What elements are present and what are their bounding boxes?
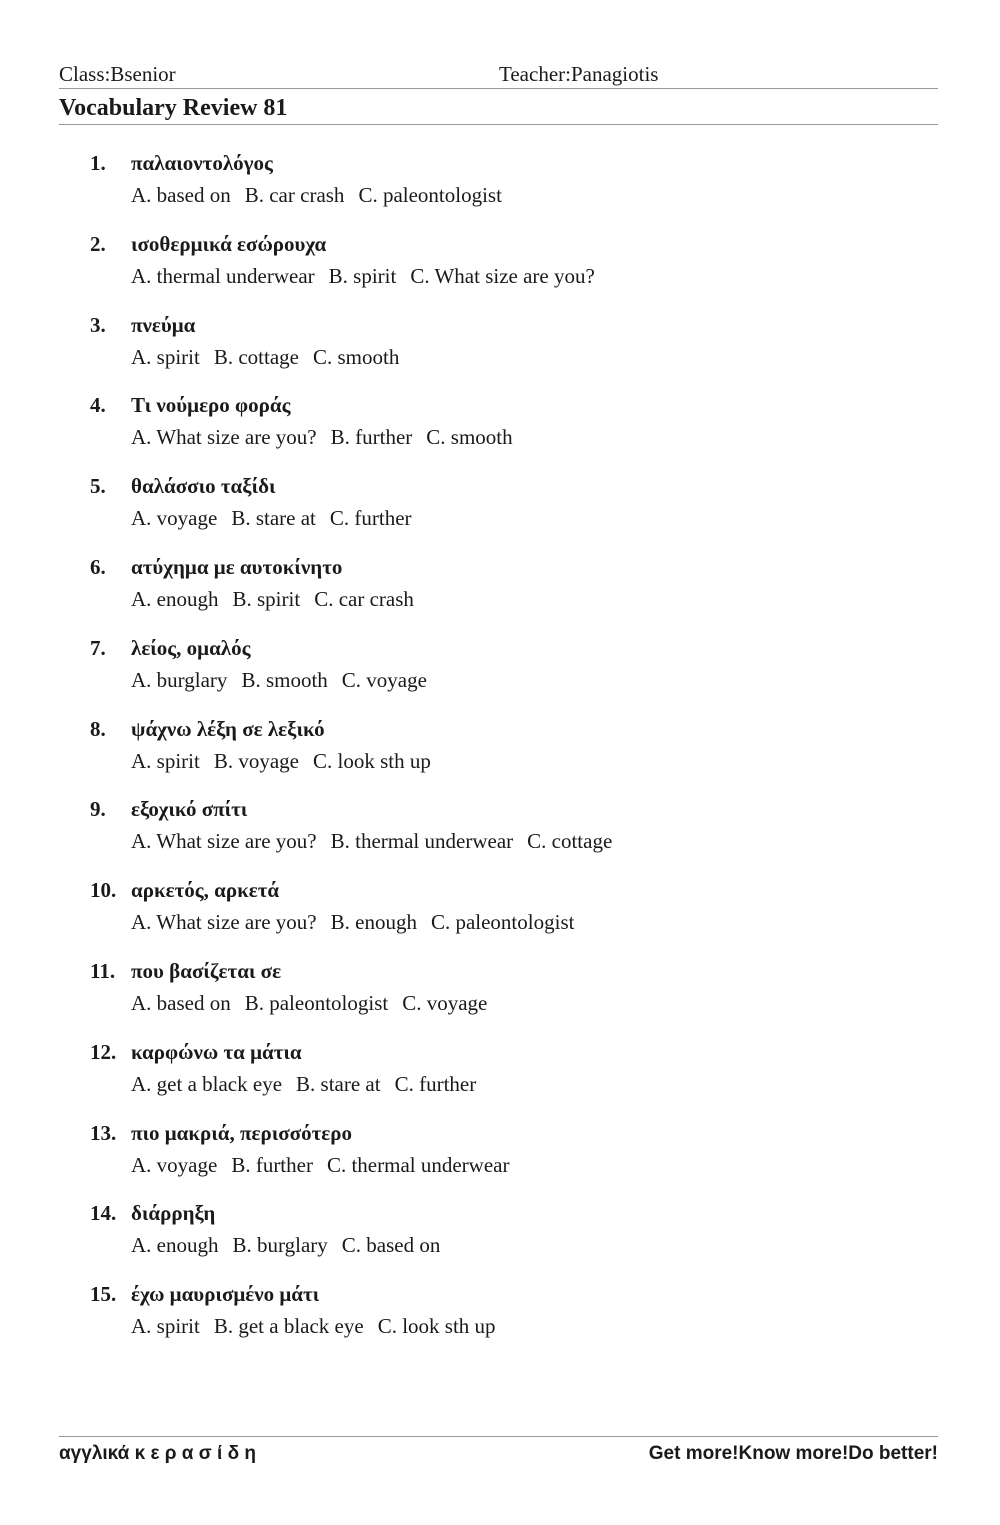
question-item [90,149,910,230]
answer-options [131,1231,454,1259]
question-number: 8. [90,716,106,741]
question-number: 6. [90,554,106,579]
answer-option[interactable]: C. car crash [314,586,414,611]
question-number: 15. [90,1282,117,1307]
answer-option[interactable]: A. enough [131,586,219,611]
question-prompt: Τι νούμερο φοράς [131,393,291,418]
question-number: 14. [90,1201,117,1226]
page-title: Vocabulary Review 81 [59,95,288,121]
answer-option[interactable]: B. further [330,425,413,450]
answer-option[interactable]: A. voyage [131,506,218,531]
answer-option[interactable]: A. spirit [131,1314,200,1339]
worksheet-header [59,62,938,89]
title-row [59,93,938,125]
question-item [90,795,910,876]
answer-option[interactable]: A. spirit [131,344,200,369]
answer-option[interactable]: B. paleontologist [244,990,389,1015]
question-item [90,230,910,311]
question-prompt: που βασίζεται σε [131,958,282,983]
answer-option[interactable]: A. based on [131,990,231,1015]
question-item [90,553,910,634]
answer-option[interactable]: C. look sth up [313,748,431,773]
answer-option[interactable]: A. enough [131,1233,219,1258]
answer-options [131,343,413,371]
answer-option[interactable]: A. burglary [131,667,228,692]
question-item [90,311,910,392]
answer-option[interactable]: B. spirit [328,263,397,288]
question-prompt: λείος, ομαλός [131,635,251,660]
answer-option[interactable]: A. thermal underwear [131,263,315,288]
question-prompt: αρκετός, αρκετά [131,878,280,903]
question-number: 13. [90,1120,117,1145]
answer-option[interactable]: B. car crash [244,183,345,207]
answer-options [131,908,588,936]
question-item [90,391,910,472]
answer-option[interactable]: C. cottage [527,829,613,854]
question-number: 2. [90,231,106,256]
answer-options [131,989,501,1017]
question-number: 1. [90,151,106,175]
answer-option[interactable]: A. What size are you? [131,425,317,450]
question-prompt: έχω μαυρισμένο μάτι [131,1282,320,1307]
answer-options [131,1070,490,1098]
answer-option[interactable]: A. spirit [131,748,200,773]
answer-option[interactable]: A. What size are you? [131,829,317,854]
footer-brand: αγγλικά κ ε ρ α σ ί δ η [59,1443,256,1464]
answer-option[interactable]: B. stare at [231,506,316,531]
answer-option[interactable]: B. enough [330,910,417,935]
question-item [90,1119,910,1200]
answer-options [131,1151,523,1179]
class-label: Class:Bsenior [59,62,176,86]
question-number: 5. [90,474,106,499]
answer-options [131,423,527,451]
answer-options [131,1312,510,1340]
answer-option[interactable]: C. smooth [312,344,400,369]
teacher-label: Teacher:Panagiotis [499,62,659,86]
answer-options [131,747,445,775]
question-item [90,876,910,957]
answer-option[interactable]: B. get a black eye [213,1314,364,1339]
question-prompt: εξοχικό σπίτι [131,797,248,822]
answer-options [131,181,516,209]
answer-option[interactable]: C. based on [341,1233,441,1258]
answer-option[interactable]: C. voyage [402,990,488,1015]
answer-option[interactable]: B. thermal underwear [330,829,514,854]
answer-option[interactable]: C. smooth [426,425,513,450]
answer-option[interactable]: B. burglary [232,1233,328,1258]
answer-option[interactable]: B. cottage [213,344,299,369]
question-prompt: ισοθερμικά εσώρουχα [131,231,327,256]
question-item [90,472,910,553]
answer-options [131,504,426,532]
question-prompt: διάρρηξη [131,1201,216,1226]
question-prompt: ατύχημα με αυτοκίνητο [131,554,343,579]
answer-option[interactable]: C. thermal underwear [326,1152,510,1177]
question-item [90,957,910,1038]
question-number: 3. [90,312,106,337]
answer-option[interactable]: C. look sth up [377,1314,496,1339]
question-number: 9. [90,797,106,822]
answer-option[interactable]: C. further [394,1071,477,1096]
answer-option[interactable]: B. spirit [232,586,301,611]
answer-option[interactable]: C. voyage [341,667,427,692]
question-item [90,1280,910,1361]
answer-options [131,262,609,290]
question-number: 7. [90,635,106,660]
answer-option[interactable]: B. stare at [296,1071,381,1096]
question-number: 12. [90,1039,117,1064]
answer-options [131,585,428,613]
question-prompt: πνεύμα [131,312,196,337]
question-prompt: πιο μακριά, περισσότερο [131,1120,352,1145]
answer-option[interactable]: C. further [329,506,412,531]
answer-option[interactable]: A. What size are you? [131,910,317,935]
answer-option[interactable]: C. paleontologist [358,183,502,207]
footer-slogan: Get more!Know more!Do better! [648,1443,938,1464]
answer-option[interactable]: A. voyage [131,1152,218,1177]
answer-option[interactable]: A. get a black eye [131,1071,283,1096]
question-list [90,149,910,1361]
question-prompt: καρφώνω τα μάτια [131,1039,302,1064]
question-item [90,1038,910,1119]
answer-option[interactable]: C. What size are you? [410,263,595,288]
question-item [90,1199,910,1280]
answer-option[interactable]: C. paleontologist [430,910,575,935]
question-prompt: ψάχνω λέξη σε λεξικό [131,716,325,741]
answer-options [131,666,441,694]
answer-option[interactable]: B. smooth [241,667,328,692]
answer-options [131,827,626,855]
question-item [90,634,910,715]
answer-option[interactable]: A. based on [131,183,231,207]
worksheet-footer [59,1436,938,1477]
question-number: 4. [90,393,106,418]
question-item [90,715,910,796]
question-prompt: θαλάσσιο ταξίδι [131,474,276,499]
answer-option[interactable]: B. voyage [213,748,299,773]
question-prompt: παλαιοντολόγος [131,151,273,175]
question-number: 10. [90,878,117,903]
question-number: 11. [90,958,116,983]
answer-option[interactable]: B. further [231,1152,313,1177]
